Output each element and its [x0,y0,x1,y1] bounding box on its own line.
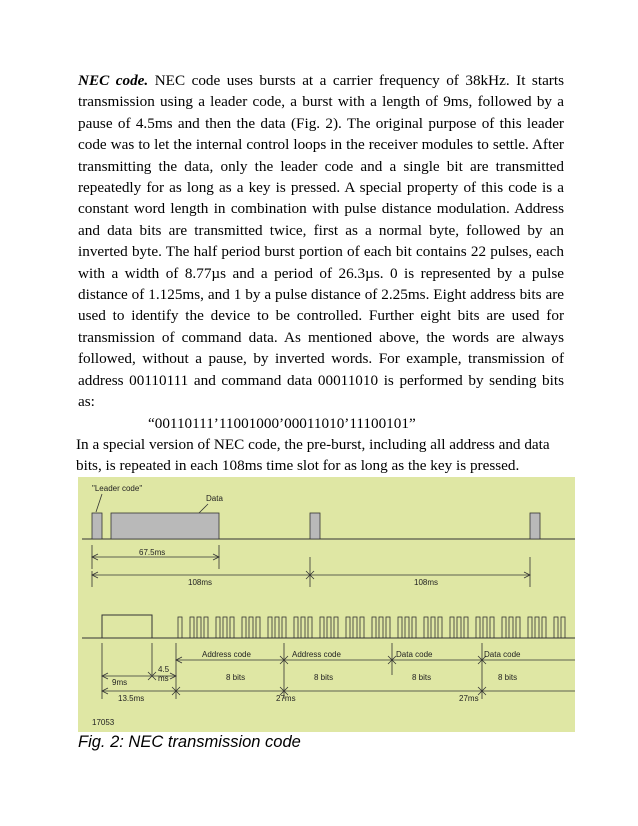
pulse [398,617,402,638]
pulse [561,617,565,638]
pulse [372,617,376,638]
pulse [554,617,558,638]
bit-sequence: “00110111’11001000’00011010’11100101” [148,414,416,432]
pulse [190,617,194,638]
pulse [386,617,390,638]
duration-4-5-ms: ms [158,674,169,683]
duration-27ms-first: 27ms [276,694,296,703]
duration-108ms-second: 108ms [414,578,439,587]
pulse [308,617,312,638]
pulse [256,617,260,638]
repeat-burst-1 [310,513,320,539]
data-pulse-train [178,617,565,638]
pulse [242,617,246,638]
pulse [223,617,227,638]
pulse [379,617,383,638]
paragraph-nec-code [78,70,564,413]
duration-9ms: 9ms [112,678,128,687]
pulse [230,617,234,638]
pulse [204,617,208,638]
pulse [516,617,520,638]
pulse [178,617,182,638]
pulse [268,617,272,638]
leader-code-label: "Leader code" [92,484,143,493]
pulse [320,617,324,638]
data-code-label-1: Data code [396,650,433,659]
pulse [346,617,350,638]
duration-4-5: 4.5 [158,665,170,674]
pulse [360,617,364,638]
bits-label-4: 8 bits [498,673,518,682]
pulse [509,617,513,638]
pulse [476,617,480,638]
data-label: Data [206,494,223,503]
bits-label-2: 8 bits [314,673,334,682]
duration-27ms-second: 27ms [459,694,479,703]
pulse [535,617,539,638]
pulse [464,617,468,638]
duration-67-5ms: 67.5ms [139,548,166,557]
address-code-label-2: Address code [292,650,341,659]
section-lead: NEC code. [78,72,149,89]
paragraph-1-text: NEC code uses bursts at a carrier frequency of 38kHz. It starts transmission using a leader code, a burst with a length of 9ms, followed by a pause of 4.5ms and then the data (Fig. 2). The original purpose of this leader code was to let the internal control loops in the receiver modules to settle. After transmitting the data, only the leader code and a single bit are transmitted repeatedly for as long as a key is pressed. A special property of this code is a constant word length in combination with pulse distance modulation. Address and data bits are transmitted twice, first as a normal byte, followed by an inverted byte. The half period burst portion of each bit contains 22 pulses, each with a width of 8.77µs and a period of 26.3µs. 0 is represented by a pulse distance of 1.125ms, and 1 by a pulse distance of 2.25ms. Eight address bits are used to identify the device to be controlled. Further eight bits are used for transmission of command data. As mentioned above, the words are always followed, without a pause, by inverted words. For example, transmission of address 00110111 and command data 00011010 is performed by sending bits as: [78,72,564,411]
address-code-label-1: Address code [202,650,251,659]
pulse [457,617,461,638]
pulse [327,617,331,638]
pulse [450,617,454,638]
repeat-burst-2 [530,513,540,539]
pulse [405,617,409,638]
nec-timing-figure [78,477,575,732]
data-code-label-2: Data code [484,650,521,659]
leader-pulse [102,615,152,638]
pulse [412,617,416,638]
duration-13-5ms: 13.5ms [118,694,145,703]
pulse [424,617,428,638]
pulse [216,617,220,638]
pulse [542,617,546,638]
duration-108ms-first: 108ms [188,578,213,587]
pulse [334,617,338,638]
pulse [282,617,286,638]
pulse [249,617,253,638]
figure-caption: Fig. 2: NEC transmission code [78,733,301,751]
body-text [78,70,564,477]
pulse [438,617,442,638]
pulse [301,617,305,638]
bits-label-3: 8 bits [412,673,432,682]
pulse [275,617,279,638]
pulse [483,617,487,638]
pulse [197,617,201,638]
pulse [502,617,506,638]
paragraph-2-text: In a special version of NEC code, the pre-burst, including all address and data bits, is repeated in each 108ms time slot for as long as the key is pressed. [76,435,550,475]
pulse [294,617,298,638]
pulse [353,617,357,638]
pulse [431,617,435,638]
timing-diagram [78,477,575,732]
pulse [490,617,494,638]
leader-burst [92,513,102,539]
figure-id: 17053 [92,718,115,727]
bits-label-1: 8 bits [226,673,246,682]
pulse [528,617,532,638]
data-burst [111,513,219,539]
